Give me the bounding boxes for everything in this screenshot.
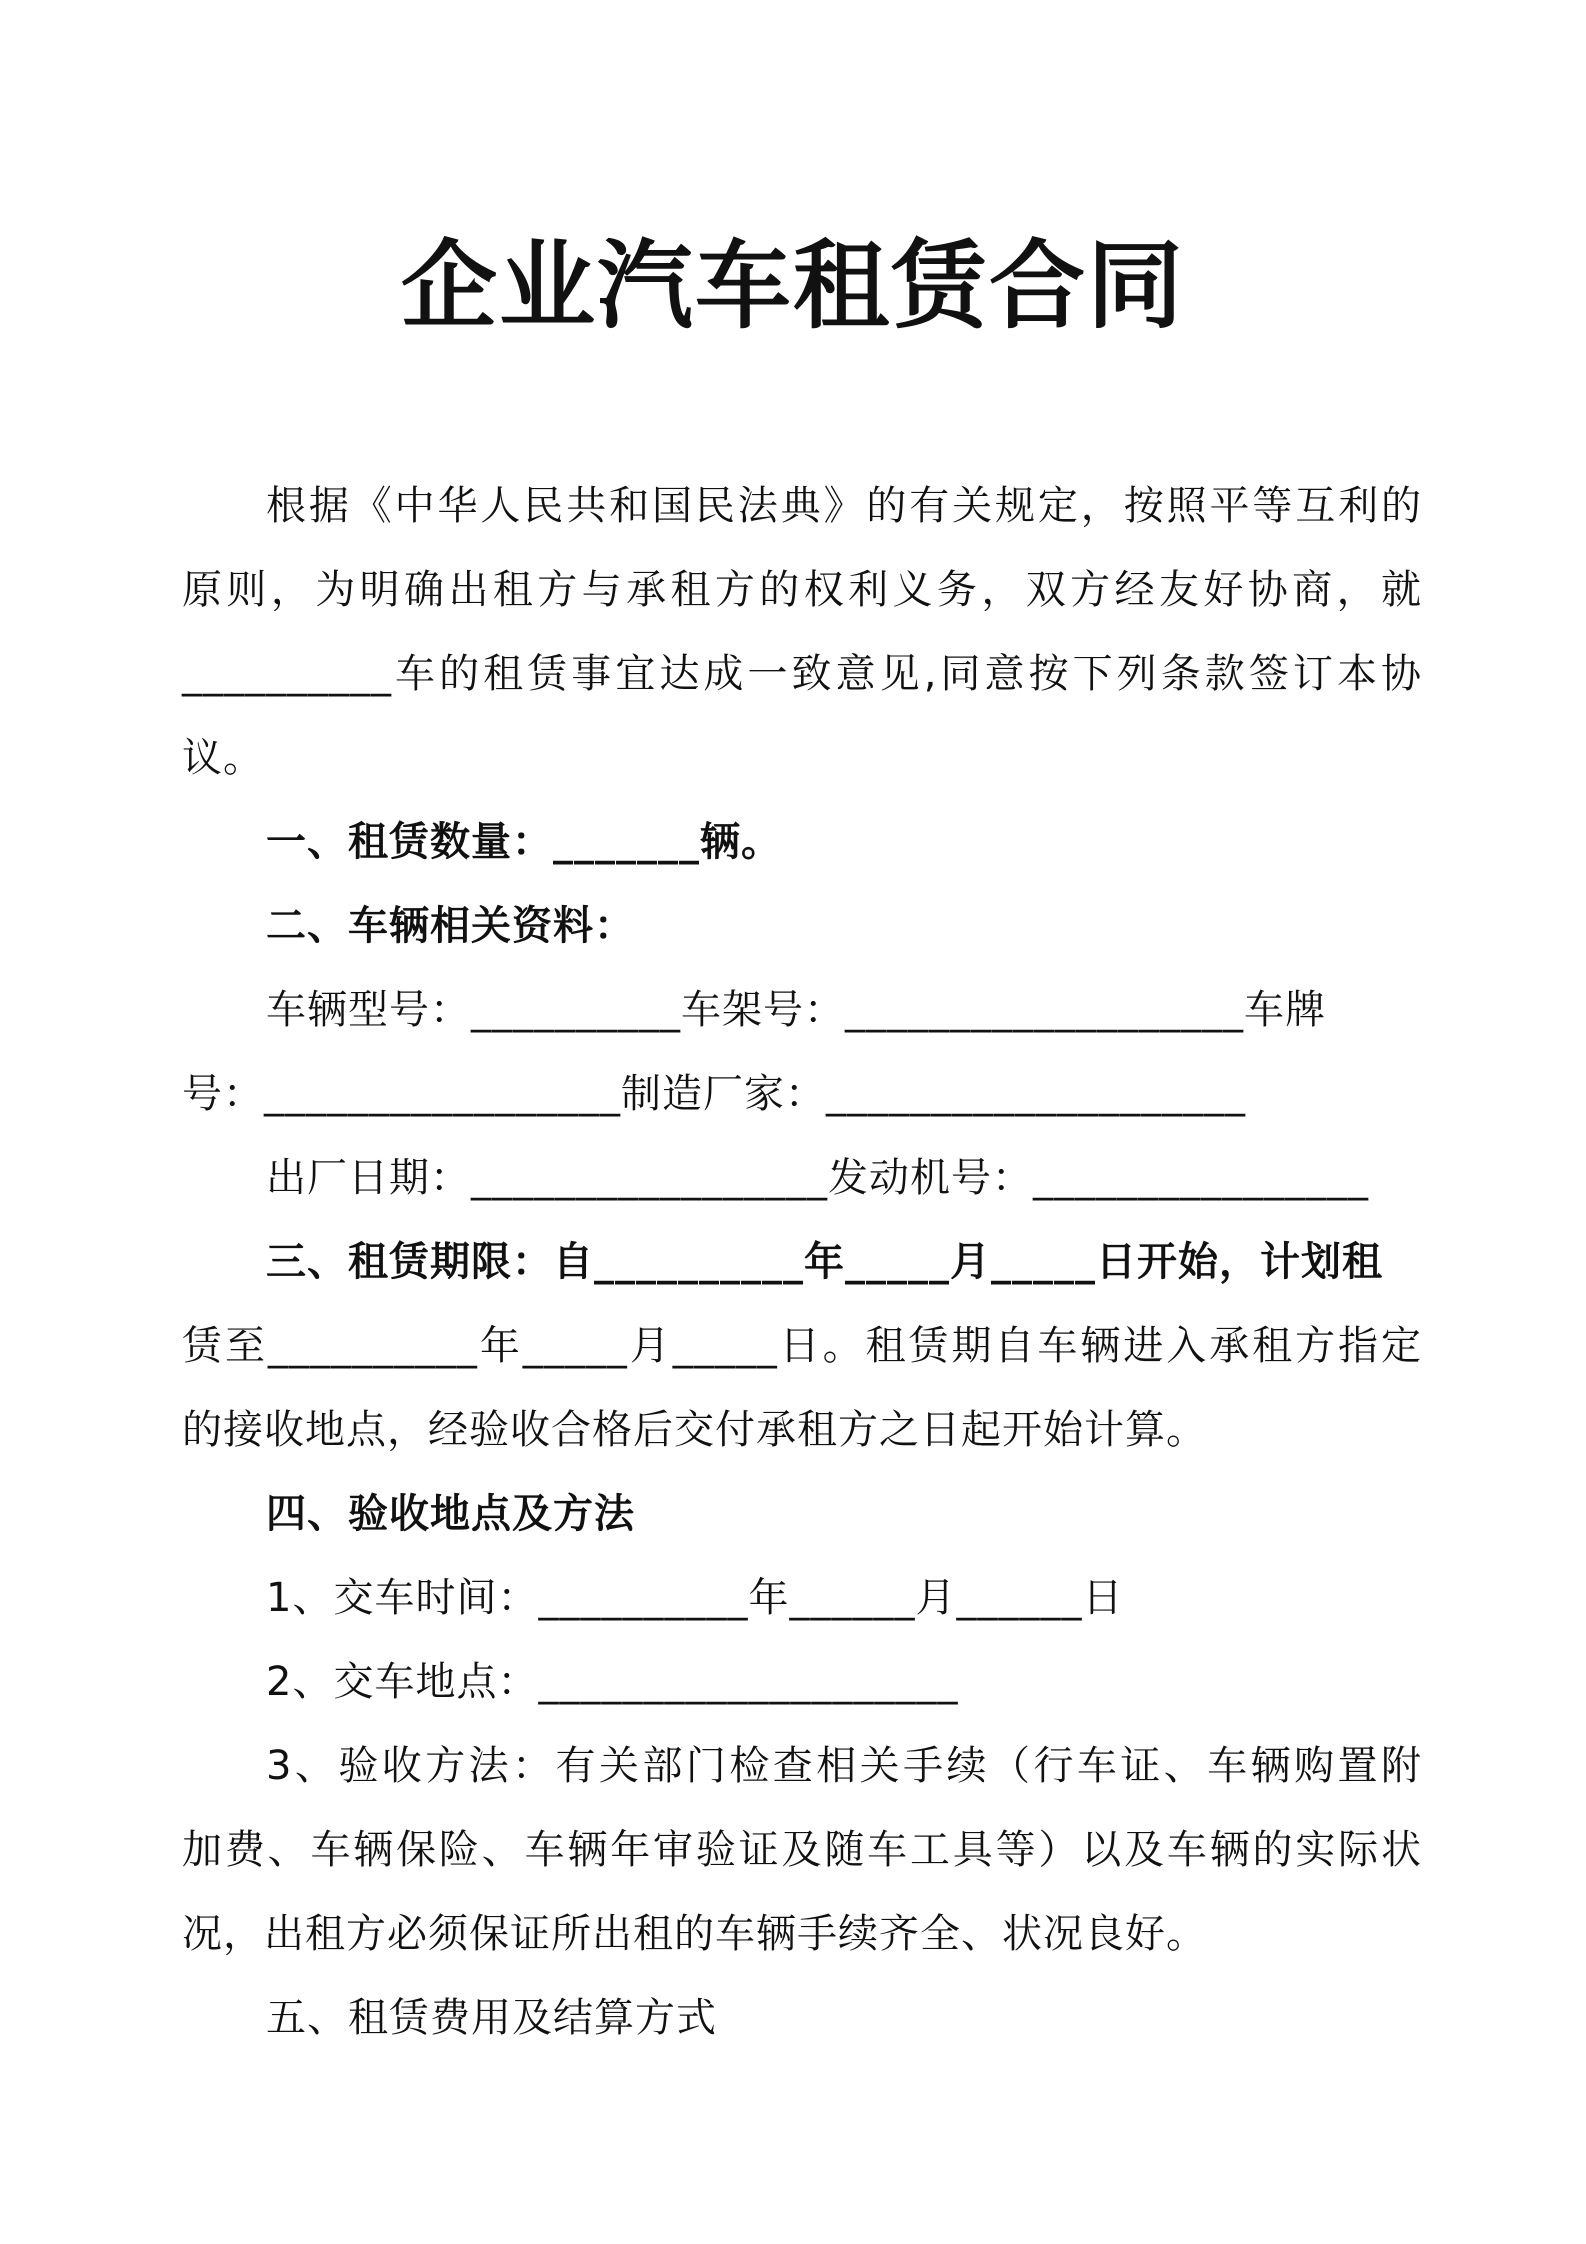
intro-line-2: 原则，为明确出租方与承租方的权利义务，双方经友好协商，就 <box>182 567 1422 613</box>
intro-line-3: __________车的租赁事宜达成一致意见,同意按下列条款签订本协 <box>182 651 1422 697</box>
section-1-quantity: 一、租赁数量：_______辆。 <box>266 819 782 865</box>
delivery-location: 2、交车地点：____________________ <box>266 1659 959 1705</box>
section-3-term-line-1: 三、租赁期限：自__________年_____月_____日开始，计划租 <box>266 1239 1383 1285</box>
intro-line-4: 议。 <box>182 735 264 781</box>
section-4-heading: 四、验收地点及方法 <box>266 1491 635 1537</box>
vehicle-info-line-3: 出厂日期：_________________发动机号：________________ <box>266 1155 1369 1201</box>
inspection-method-line-2: 加费、车辆保险、车辆年审验证及随车工具等）以及车辆的实际状 <box>182 1827 1422 1873</box>
inspection-method-line-1: 3、验收方法：有关部门检查相关手续（行车证、车辆购置附 <box>266 1743 1422 1789</box>
intro-line-1: 根据《中华人民共和国民法典》的有关规定，按照平等互利的 <box>266 483 1422 529</box>
vehicle-info-line-2: 号：_________________制造厂家：____________________ <box>182 1071 1246 1117</box>
section-2-heading: 二、车辆相关资料： <box>266 903 635 949</box>
vehicle-info-line-1: 车辆型号：__________车架号：___________________车牌 <box>266 987 1326 1033</box>
delivery-time: 1、交车时间：__________年______月______日 <box>266 1575 1124 1621</box>
inspection-method-line-3: 况，出租方必须保证所出租的车辆手续齐全、状况良好。 <box>182 1911 1207 1957</box>
section-3-term-line-2: 赁至__________年_____月_____日。租赁期自车辆进入承租方指定 <box>182 1323 1422 1369</box>
contract-title: 企业汽车租赁合同 <box>401 230 1185 342</box>
section-3-term-line-3: 的接收地点，经验收合格后交付承租方之日起开始计算。 <box>182 1407 1207 1453</box>
section-5-heading: 五、租赁费用及结算方式 <box>266 1995 717 2041</box>
